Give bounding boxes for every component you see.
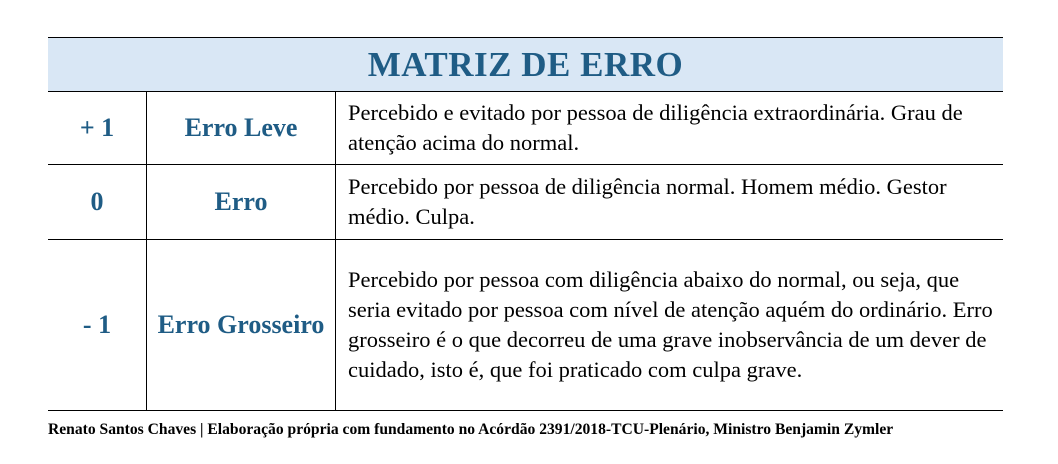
row-description: Percebido por pessoa com diligência abaixo do normal, ou seja, que seria evitado por pessoa com nível de atenção aquém do ordinário. Erro grosseiro é o que decorreu de uma grave inobservância de um dever de cuidado, isto é, que foi praticado com culpa grave. (336, 240, 1004, 411)
row-score: - 1 (48, 240, 147, 411)
table-row (48, 92, 1003, 165)
row-score: 0 (48, 165, 147, 240)
table-row (48, 165, 1003, 240)
table-row (48, 240, 1003, 411)
table-title: MATRIZ DE ERRO (48, 38, 1003, 92)
source-credit: Renato Santos Chaves | Elaboração própria com fundamento no Acórdão 2391/2018-TCU-Plenário, Ministro Benjamin Zymler (48, 421, 894, 438)
table-title-row (48, 38, 1003, 92)
error-matrix-table (48, 37, 1003, 411)
row-error-type: Erro (147, 165, 336, 240)
row-description: Percebido por pessoa de diligência normal. Homem médio. Gestor médio. Culpa. (336, 165, 1004, 240)
row-description: Percebido e evitado por pessoa de diligência extraordinária. Grau de atenção acima do normal. (336, 92, 1004, 165)
row-error-type: Erro Leve (147, 92, 336, 165)
row-error-type: Erro Grosseiro (147, 240, 336, 411)
row-score: + 1 (48, 92, 147, 165)
